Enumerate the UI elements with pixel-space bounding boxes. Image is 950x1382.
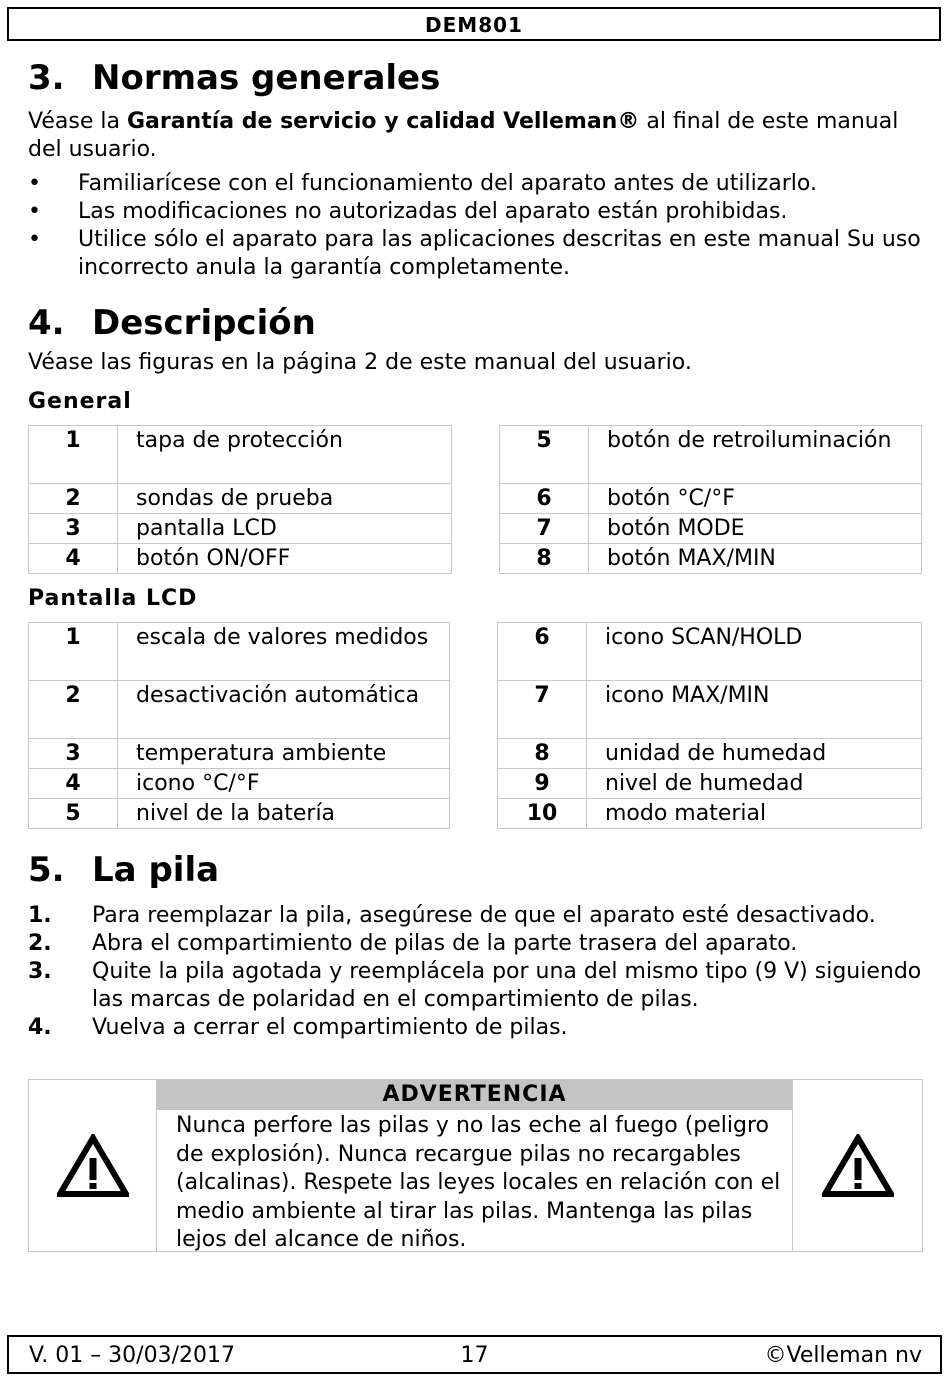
document-footer	[7, 1335, 942, 1374]
table-row	[500, 484, 922, 514]
warning-icon-right-cell	[792, 1080, 922, 1251]
step-text: Abra el compartimiento de pilas de la parte trasera del aparato.	[92, 931, 798, 956]
lcd-tables	[28, 622, 923, 830]
list-item	[28, 958, 923, 1014]
item-label: icono °C/°F	[118, 769, 450, 799]
document-header	[7, 7, 941, 41]
model-name: DEM801	[425, 13, 523, 37]
bullet-icon: •	[28, 227, 41, 252]
bullet-icon: •	[28, 199, 41, 224]
table-row	[498, 799, 922, 829]
list-item	[28, 170, 923, 198]
step-number: 1.	[28, 903, 52, 928]
item-number: 6	[500, 484, 589, 514]
item-label: botón °C/°F	[589, 484, 922, 514]
version-date: V. 01 – 30/03/2017	[29, 1343, 235, 1368]
warning-icon-left-cell	[29, 1080, 156, 1251]
item-number: 9	[498, 769, 587, 799]
page-number: 17	[460, 1343, 489, 1368]
table-row	[498, 681, 922, 739]
section-5-heading	[28, 848, 923, 894]
item-label: botón MODE	[589, 514, 922, 544]
warning-title: ADVERTENCIA	[157, 1080, 792, 1110]
item-number: 8	[498, 739, 587, 769]
table-row	[498, 739, 922, 769]
section-4-title: Descripción	[92, 303, 316, 343]
table-row	[498, 769, 922, 799]
section-4-intro: Véase las figuras en la página 2 de este manual del usuario.	[28, 350, 692, 375]
table-row	[29, 623, 450, 681]
item-number: 3	[29, 739, 118, 769]
list-item-text: Utilice sólo el aparato para las aplicaciones descritas en este manual Su uso incorrecto anula la garantía completamente.	[78, 227, 921, 280]
step-text: Vuelva a cerrar el compartimiento de pilas.	[92, 1015, 568, 1040]
table-row	[29, 681, 450, 739]
item-label: icono SCAN/HOLD	[587, 623, 922, 681]
lcd-table-right	[497, 622, 922, 829]
step-text: Quite la pila agotada y reemplácela por una del mismo tipo (9 V) siguiendo las marcas de polaridad en el compartimiento de pilas.	[92, 959, 922, 1012]
item-label: unidad de humedad	[587, 739, 922, 769]
item-label: nivel de humedad	[587, 769, 922, 799]
item-number: 2	[29, 681, 118, 739]
section-4-number: 4.	[28, 303, 65, 343]
section-3-heading	[28, 56, 923, 102]
step-number: 4.	[28, 1015, 52, 1040]
list-item	[28, 1014, 923, 1042]
item-number: 1	[29, 426, 118, 484]
list-item-text: Las modificaciones no autorizadas del aparato están prohibidas.	[78, 199, 788, 224]
table-row	[500, 544, 922, 574]
item-number: 10	[498, 799, 587, 829]
general-tables	[28, 425, 923, 575]
warning-triangle-icon	[57, 1134, 129, 1198]
intro-text-post: al final de este manual del usuario.	[28, 109, 899, 162]
item-number: 4	[29, 769, 118, 799]
table-row	[29, 769, 450, 799]
item-label: botón MAX/MIN	[589, 544, 922, 574]
section-5-title: La pila	[92, 850, 220, 890]
item-number: 1	[29, 623, 118, 681]
table-row	[29, 544, 452, 574]
item-number: 7	[500, 514, 589, 544]
battery-steps-list	[28, 902, 923, 1042]
section-3-number: 3.	[28, 58, 65, 98]
item-number: 6	[498, 623, 587, 681]
item-number: 8	[500, 544, 589, 574]
item-label: icono MAX/MIN	[587, 681, 922, 739]
item-label: temperatura ambiente	[118, 739, 450, 769]
table-row	[29, 426, 452, 484]
item-number: 7	[498, 681, 587, 739]
lcd-table-left	[28, 622, 450, 829]
general-table-left	[28, 425, 452, 574]
general-subheading: General	[28, 389, 132, 414]
intro-text-pre: Véase la	[28, 109, 127, 134]
list-item	[28, 198, 923, 226]
item-label: pantalla LCD	[118, 514, 452, 544]
item-label: modo material	[587, 799, 922, 829]
item-number: 4	[29, 544, 118, 574]
lcd-subheading: Pantalla LCD	[28, 586, 198, 611]
item-label: botón ON/OFF	[118, 544, 452, 574]
item-label: nivel de la batería	[118, 799, 450, 829]
table-row	[29, 514, 452, 544]
bullet-icon: •	[28, 171, 41, 196]
general-table-right	[499, 425, 922, 574]
item-number: 5	[500, 426, 589, 484]
table-row	[29, 739, 450, 769]
list-item-text: Familiarícese con el funcionamiento del aparato antes de utilizarlo.	[78, 171, 817, 196]
step-number: 3.	[28, 959, 52, 984]
warning-triangle-icon	[822, 1134, 894, 1198]
general-rules-list	[28, 170, 923, 282]
table-row	[29, 799, 450, 829]
step-text: Para reemplazar la pila, asegúrese de que el aparato esté desactivado.	[92, 903, 876, 928]
copyright: ©Velleman nv	[764, 1343, 922, 1368]
warranty-reference: Garantía de servicio y calidad Velleman®	[126, 109, 640, 134]
list-item	[28, 930, 923, 958]
table-row	[500, 514, 922, 544]
item-label: botón de retroiluminación	[589, 426, 922, 484]
item-number: 2	[29, 484, 118, 514]
page-content	[28, 56, 923, 1252]
item-label: tapa de protección	[118, 426, 452, 484]
table-row	[29, 484, 452, 514]
warning-text: Nunca perfore las pilas y no las eche al fuego (peligro de explosión). Nunca recargue pilas no recargables (alcalinas). Respete las leyes locales en relación con el medio ambiente al tirar las pilas. Mantenga las pilas lejos del alcance de niños.	[176, 1113, 781, 1252]
section-4-heading	[28, 301, 923, 347]
item-number: 3	[29, 514, 118, 544]
item-number: 5	[29, 799, 118, 829]
item-label: sondas de prueba	[118, 484, 452, 514]
section-3-title: Normas generales	[92, 58, 441, 98]
section-3-intro	[28, 108, 923, 164]
table-row	[500, 426, 922, 484]
step-number: 2.	[28, 931, 52, 956]
item-label: escala de valores medidos	[118, 623, 450, 681]
item-label: desactivación automática	[118, 681, 450, 739]
warning-box	[28, 1079, 923, 1252]
table-row	[498, 623, 922, 681]
warning-content	[156, 1080, 792, 1251]
section-5-number: 5.	[28, 850, 65, 890]
list-item	[28, 226, 923, 282]
list-item	[28, 902, 923, 930]
